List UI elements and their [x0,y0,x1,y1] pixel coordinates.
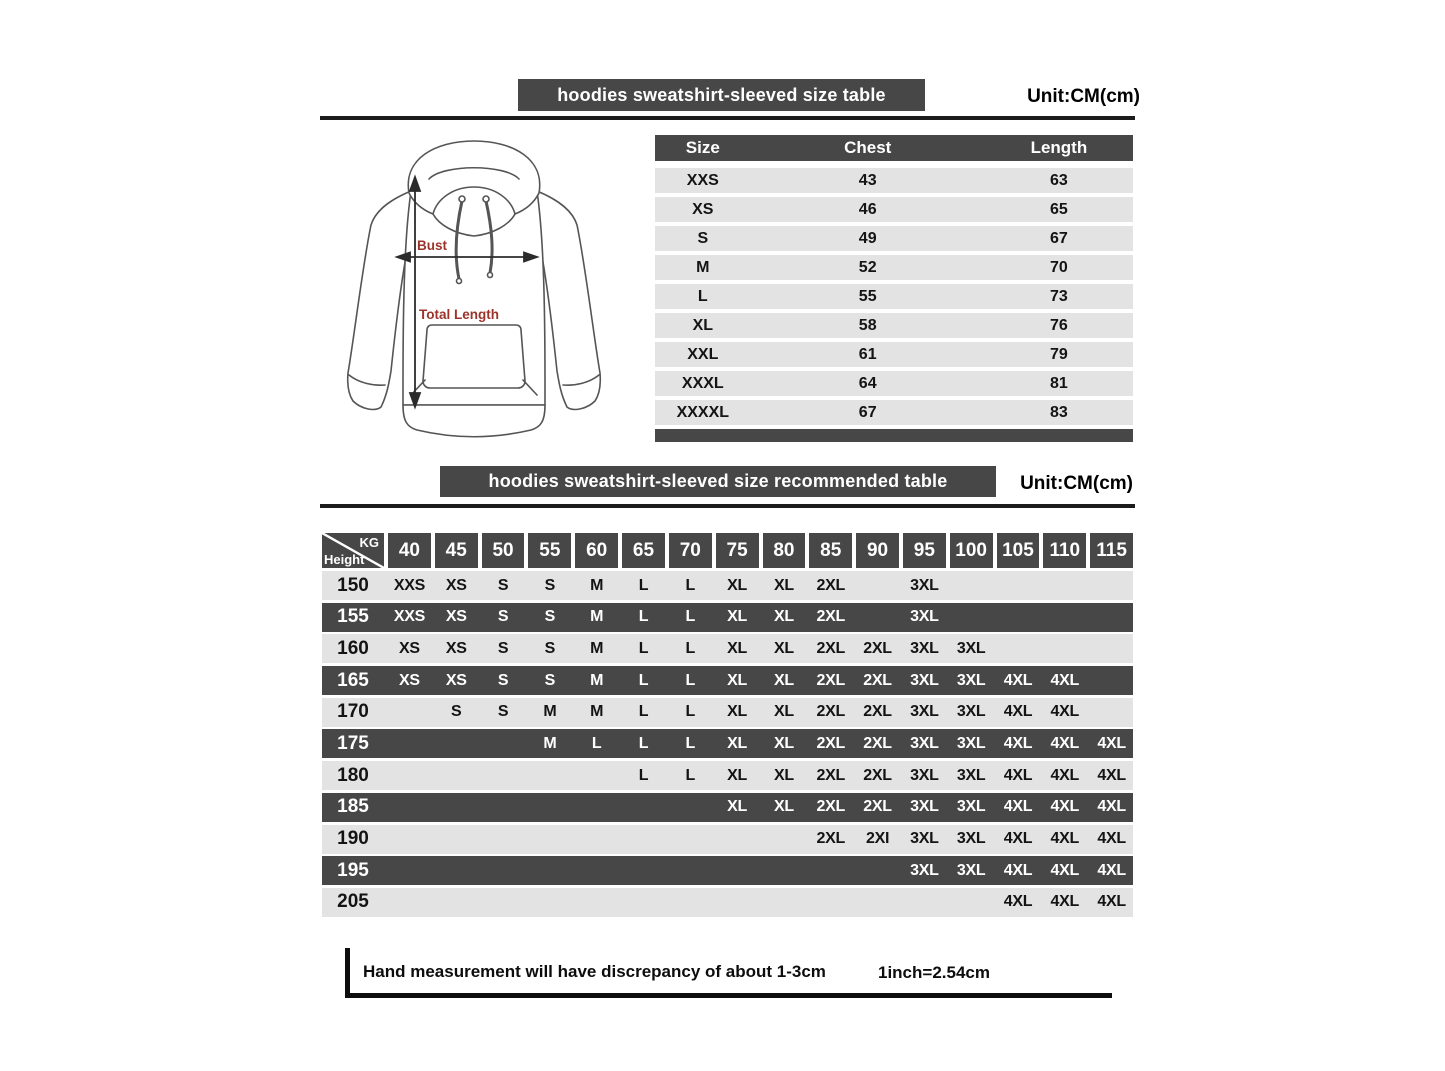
size-value-cell: 2XL [816,830,845,847]
size-value-cell: XXS [393,608,425,626]
size-value-cell: 3XL [910,734,939,752]
size-table-cell: 43 [858,171,877,189]
size-table-row [655,168,1133,193]
height-label: 185 [337,796,369,818]
size-value-cell: M [590,639,604,657]
recommended-table [322,533,1133,920]
size-table-row [655,400,1133,425]
size-value-cell: XL [773,671,794,689]
hoodie-left-sleeve [348,191,411,409]
size-value-cell: XL [773,576,794,594]
size-value-cell: 4XL [1003,830,1033,847]
size-value-cell: L [685,671,696,689]
recommended-row [322,888,1133,917]
size-table-cell: XXXXL [676,403,730,421]
size-value-cell: 4XL [1050,830,1079,847]
size-table-cell: 52 [858,258,877,276]
size-value-cell: XL [727,703,748,721]
size-value-cell: 4XL [1050,766,1079,784]
size-table-footer-bar [655,429,1133,442]
size-value-cell: 4XL [1097,893,1126,911]
size-value-cell: XL [727,734,748,752]
size-value-cell: L [638,639,649,657]
weight-col-header: 70 [669,533,712,568]
weight-col-header: 110 [1043,533,1086,568]
measurement-note: Hand measurement will have discrepancy of about 1-3cm [363,962,826,981]
size-table-cell: 70 [1050,258,1068,276]
size-value-cell: 2XL [863,639,892,657]
size-value-cell: 2XL [863,734,892,752]
size-value-cell: 4XL [1050,893,1079,911]
recommended-row [322,761,1133,790]
size-value-cell: XL [727,766,748,784]
size-value-cell: L [638,734,649,752]
size-value-cell: 2XI [865,830,890,847]
size-value-cell: 2XL [816,608,845,626]
size-value-cell: 3XL [956,798,986,816]
size-value-cell: XS [445,608,467,626]
size-table-body [655,168,1133,425]
size-value-cell: XL [727,798,748,816]
size-value-cell: 3XL [956,861,986,879]
size-value-cell: XS [445,639,467,657]
size-value-cell: L [685,734,696,752]
size-value-cell: 3XL [910,639,939,657]
height-label: 180 [337,764,369,786]
size-table-title: hoodies sweatshirt-sleeved size table [557,84,886,105]
recommended-table-header [322,533,1133,568]
size-value-cell: S [497,703,509,721]
weight-col-header: 60 [575,533,618,568]
size-value-cell: XL [727,576,748,594]
weight-col-header: 75 [716,533,759,568]
size-value-cell: XL [773,734,794,752]
size-value-cell: L [685,576,696,594]
size-table-cell: 64 [858,374,877,392]
size-value-cell: S [544,639,556,657]
size-table-cell: XL [692,316,714,334]
size-value-cell: XL [773,639,794,657]
recommended-row [322,729,1133,758]
size-value-cell: 4XL [1003,861,1033,879]
size-value-cell: 3XL [956,703,986,721]
recommended-row [322,666,1133,695]
size-table-cell: 79 [1050,345,1068,363]
size-table-cell: 46 [858,200,877,218]
size-table-header [655,135,1133,161]
weight-col-header: 50 [482,533,525,568]
hoodie-hem [403,405,545,437]
size-value-cell: S [544,608,556,626]
recommended-row [322,856,1133,885]
weight-col-header: 85 [809,533,852,568]
size-value-cell: L [685,608,696,626]
size-value-cell: 4XL [1003,734,1033,752]
footer-left-tick [345,948,350,998]
size-value-cell: 4XL [1003,671,1033,689]
size-table-cell: S [697,229,709,247]
size-table-row [655,197,1133,222]
size-value-cell: 4XL [1050,734,1079,752]
size-table-cell: 65 [1050,200,1068,218]
size-value-cell: L [685,703,696,721]
size-value-cell: 3XL [910,703,939,721]
size-value-cell: S [497,671,509,689]
size-table-cell: XXL [687,345,719,363]
size-value-cell: S [497,639,509,657]
size-value-cell: S [497,608,509,626]
size-value-cell: XL [727,671,748,689]
size-value-cell: 2XL [863,766,892,784]
size-table-col-header: Length [1030,138,1088,157]
size-table-col-header: Chest [844,138,892,157]
height-label: 170 [337,701,369,723]
size-table-cell: 76 [1050,316,1068,334]
weight-col-header: 55 [528,533,571,568]
size-table-cell: 83 [1050,403,1068,421]
size-value-cell: 4XL [1050,671,1079,689]
recommended-row [322,571,1133,600]
size-value-cell: 4XL [1003,798,1033,816]
size-value-cell: L [638,766,649,784]
size-table-title-bar [518,79,925,111]
size-value-cell: 4XL [1003,893,1033,911]
size-value-cell: 4XL [1097,734,1126,752]
size-value-cell: 4XL [1050,861,1079,879]
height-label: 155 [337,606,369,628]
size-table-cell: XXXL [681,374,724,392]
size-value-cell: XS [399,671,420,689]
size-table-cell: 73 [1050,287,1068,305]
size-value-cell: XS [445,576,467,594]
size-table-cell: XXS [686,171,719,189]
size-value-cell: 2XL [816,703,845,721]
height-label: 165 [337,669,369,691]
size-value-cell: 3XL [910,766,939,784]
recommended-table-body [322,571,1133,917]
size-value-cell: XL [773,703,794,721]
size-value-cell: 2XL [816,766,845,784]
size-value-cell: L [685,766,696,784]
height-label: 190 [337,828,369,849]
size-table-cell: 61 [858,345,877,363]
size-value-cell: 4XL [1097,830,1126,847]
size-table-cell: 49 [858,229,877,247]
weight-col-header: 65 [622,533,665,568]
weight-col-header: 40 [388,533,431,568]
size-value-cell: 3XL [956,830,986,847]
size-value-cell: L [638,671,649,689]
size-table-row [655,371,1133,396]
corner-height-label: Height [324,552,365,567]
size-value-cell: 3XL [910,830,939,847]
size-value-cell: 3XL [910,671,939,689]
size-value-cell: 2XL [863,798,892,816]
height-label: 175 [337,732,369,754]
size-value-cell: 4XL [1003,703,1033,721]
size-value-cell: 3XL [910,861,939,879]
size-table-row [655,255,1133,280]
size-value-cell: M [590,671,604,689]
size-value-cell: S [544,576,556,594]
size-table-row [655,313,1133,338]
hoodie-right-sleeve [537,191,600,409]
size-table-cell: XS [692,200,714,218]
size-value-cell: S [451,703,462,721]
size-value-cell: XXS [393,576,425,594]
size-value-cell: XL [773,798,794,816]
total-length-label: Total Length [419,307,499,322]
size-table-row [655,284,1133,309]
size-value-cell: 3XL [956,639,986,657]
recommended-row [322,825,1133,854]
weight-col-header: 95 [903,533,946,568]
recommended-table-unit-label: Unit:CM(cm) [1020,473,1133,494]
size-value-cell: XL [727,639,748,657]
size-value-cell: XS [399,639,420,657]
size-table-cell: M [696,258,710,276]
size-value-cell: 4XL [1050,798,1079,816]
size-value-cell: 4XL [1003,766,1033,784]
size-table-cell: 67 [858,403,877,421]
size-value-cell: 2XL [816,798,845,816]
height-label: 160 [337,637,369,659]
recommended-row [322,793,1133,822]
recommended-row [322,698,1133,727]
size-value-cell: L [685,639,696,657]
size-value-cell: 3XL [956,671,986,689]
hoodie-pocket [423,325,525,388]
size-table-cell: 67 [1050,229,1068,247]
size-table-cell: L [697,287,708,305]
weight-col-header: 45 [435,533,478,568]
size-value-cell: 3XL [956,734,986,752]
height-label: 150 [337,574,369,596]
size-value-cell: XL [773,766,794,784]
kg-height-corner-cell [322,533,384,568]
recommended-row [322,634,1133,663]
size-value-cell: XL [727,608,748,626]
size-table-unit-label: Unit:CM(cm) [1027,86,1140,107]
size-value-cell: 3XL [956,766,986,784]
size-value-cell: L [591,734,602,752]
size-table-row [655,342,1133,367]
size-value-cell: 4XL [1097,798,1126,816]
size-value-cell: M [543,703,557,721]
size-value-cell: S [497,576,509,594]
size-value-cell: S [544,671,556,689]
size-table [655,135,1133,442]
size-value-cell: 4XL [1097,861,1126,879]
size-value-cell: 4XL [1050,703,1079,721]
size-table-cell: 63 [1050,171,1068,189]
size-table-row [655,226,1133,251]
size-value-cell: 2XL [816,734,845,752]
size-value-cell: 2XL [816,639,845,657]
size-value-cell: 2XL [816,576,845,594]
size-value-cell: 4XL [1097,766,1126,784]
size-value-cell: M [590,576,604,594]
recommended-table-title: hoodies sweatshirt-sleeved size recommended table [488,471,948,491]
weight-col-header: 90 [856,533,899,568]
size-value-cell: L [638,608,649,626]
size-table-cell: 55 [858,287,877,305]
inch-conversion-note: 1inch=2.54cm [878,963,990,982]
size-value-cell: 3XL [910,798,939,816]
weight-col-header: 100 [950,533,993,568]
size-value-cell: 2XL [816,671,845,689]
size-value-cell: L [638,703,649,721]
size-value-cell: L [638,576,649,594]
hoodie-measurement-diagram [335,133,613,457]
divider-line-middle [320,504,1135,508]
weight-col-header: 105 [997,533,1040,568]
size-value-cell: XS [445,671,467,689]
size-value-cell: M [590,608,604,626]
size-table-cell: 81 [1050,374,1068,392]
divider-line-bottom [345,993,1112,998]
corner-kg-label: KG [359,535,379,550]
size-value-cell: M [590,703,604,721]
size-value-cell: 3XL [910,576,939,594]
divider-line-top [320,116,1135,120]
size-value-cell: 2XL [863,703,892,721]
size-table-col-header: Size [685,138,720,157]
weight-col-header: 80 [763,533,806,568]
recommended-table-title-bar [440,466,996,497]
size-value-cell: M [543,734,557,752]
height-label: 205 [337,891,369,913]
size-value-cell: 3XL [910,608,939,626]
size-value-cell: 2XL [863,671,892,689]
recommended-row [322,603,1133,632]
size-value-cell: XL [773,608,794,626]
weight-col-header: 115 [1090,533,1133,568]
size-table-cell: 58 [858,316,877,334]
bust-label: Bust [417,238,447,253]
height-label: 195 [337,859,369,881]
